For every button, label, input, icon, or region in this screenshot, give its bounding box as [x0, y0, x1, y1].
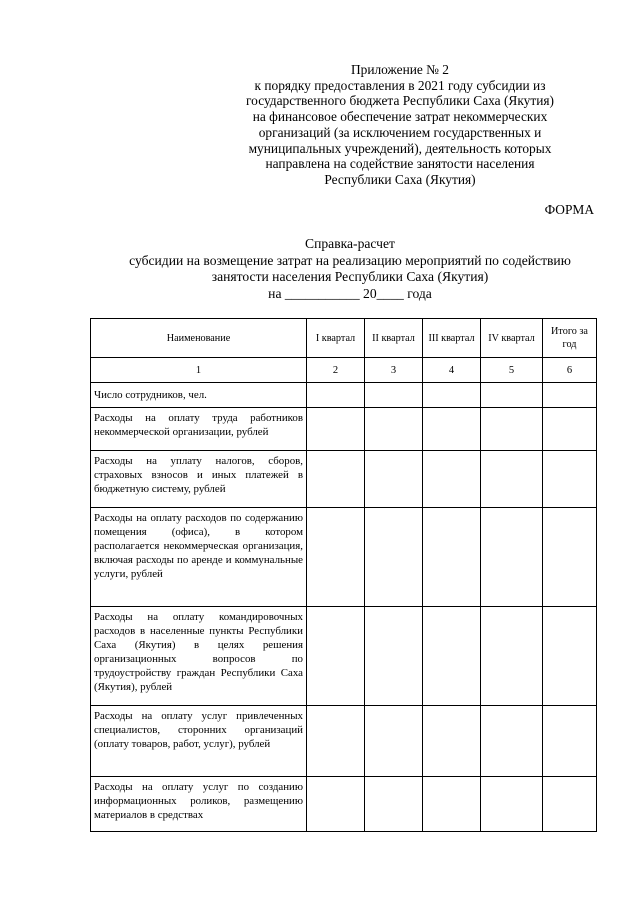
appendix-line: Республики Саха (Якутия) — [324, 171, 476, 187]
cell-total[interactable] — [543, 607, 597, 706]
cell-total[interactable] — [543, 508, 597, 607]
appendix-line: муниципальных учреждений), деятельность которых — [248, 140, 552, 156]
form-label: ФОРМА — [544, 202, 594, 217]
cell-total[interactable] — [543, 706, 597, 777]
appendix-line: направлена на содействие занятости населения — [265, 156, 535, 172]
table-row — [91, 607, 597, 706]
cell-q3[interactable] — [423, 383, 481, 408]
cell-q2[interactable] — [365, 408, 423, 451]
cell-q1[interactable] — [307, 508, 365, 607]
cell-total[interactable] — [543, 451, 597, 508]
column-number: 1 — [91, 358, 307, 383]
cell-q1[interactable] — [307, 451, 365, 508]
row-label: Число сотрудников, чел. — [91, 383, 307, 408]
table-row — [91, 706, 597, 777]
cell-total[interactable] — [543, 408, 597, 451]
header-q1: I квартал — [307, 319, 365, 358]
document-title — [60, 236, 640, 302]
row-label: Расходы на уплату налогов, сборов, страховых взносов и иных платежей в бюджетную систему, рублей — [91, 451, 307, 508]
calculation-table-container — [90, 318, 597, 832]
cell-q3[interactable] — [423, 451, 481, 508]
row-label: Расходы на оплату услуг по созданию информационных роликов, размещению материалов в средствах — [91, 777, 307, 832]
row-label: Расходы на оплату услуг привлеченных специалистов, сторонних организаций (оплату товаров, работ, услуг), рублей — [91, 706, 307, 777]
column-number: 4 — [423, 358, 481, 383]
cell-q1[interactable] — [307, 607, 365, 706]
appendix-line: организаций (за исключением государственных и — [258, 124, 542, 140]
header-total: Итого за год — [543, 319, 597, 358]
header-name: Наименование — [91, 319, 307, 358]
cell-q4[interactable] — [481, 383, 543, 408]
cell-q4[interactable] — [481, 607, 543, 706]
cell-q4[interactable] — [481, 408, 543, 451]
title-heading: Справка-расчет — [305, 236, 395, 251]
table-row — [91, 508, 597, 607]
column-number: 6 — [543, 358, 597, 383]
calculation-table — [90, 318, 597, 832]
column-number: 3 — [365, 358, 423, 383]
title-date-line: на ___________ 20____ года — [268, 285, 432, 301]
cell-q3[interactable] — [423, 607, 481, 706]
cell-q3[interactable] — [423, 408, 481, 451]
cell-q2[interactable] — [365, 508, 423, 607]
row-label: Расходы на оплату расходов по содержанию помещения (офиса), в котором располагается некоммерческая организация, включая расходы по аренде и коммунальные услуги, рублей — [91, 508, 307, 607]
cell-q2[interactable] — [365, 383, 423, 408]
table-row — [91, 451, 597, 508]
title-line: субсидии на возмещение затрат на реализацию мероприятий по содействию — [129, 252, 571, 268]
cell-q3[interactable] — [423, 508, 481, 607]
cell-q2[interactable] — [365, 607, 423, 706]
table-header-row — [91, 319, 597, 358]
appendix-header — [200, 62, 600, 188]
cell-q4[interactable] — [481, 706, 543, 777]
cell-q4[interactable] — [481, 777, 543, 832]
cell-total[interactable] — [543, 777, 597, 832]
header-q3: III квартал — [423, 319, 481, 358]
column-number: 2 — [307, 358, 365, 383]
table-row — [91, 408, 597, 451]
table-row — [91, 383, 597, 408]
appendix-line: государственного бюджета Республики Саха (Якутия) — [246, 93, 554, 109]
cell-q1[interactable] — [307, 408, 365, 451]
table-row — [91, 777, 597, 832]
cell-q1[interactable] — [307, 383, 365, 408]
row-label: Расходы на оплату труда работников некоммерческой организации, рублей — [91, 408, 307, 451]
column-number: 5 — [481, 358, 543, 383]
header-q2: II квартал — [365, 319, 423, 358]
title-line: занятости населения Республики Саха (Якутия) — [211, 269, 489, 284]
cell-q1[interactable] — [307, 706, 365, 777]
appendix-line: к порядку предоставления в 2021 году субсидии из — [254, 77, 546, 93]
appendix-line: Приложение № 2 — [350, 62, 450, 77]
cell-total[interactable] — [543, 383, 597, 408]
cell-q4[interactable] — [481, 451, 543, 508]
appendix-line: на финансовое обеспечение затрат некоммерческих — [252, 109, 548, 125]
header-q4: IV квартал — [481, 319, 543, 358]
cell-q1[interactable] — [307, 777, 365, 832]
cell-q2[interactable] — [365, 706, 423, 777]
cell-q3[interactable] — [423, 706, 481, 777]
column-number-row — [91, 358, 597, 383]
cell-q2[interactable] — [365, 777, 423, 832]
cell-q3[interactable] — [423, 777, 481, 832]
row-label: Расходы на оплату командировочных расходов в населенные пункты Республики Саха (Якутия) в целях решения организационных вопросов по трудоустройству граждан Республики Саха (Якутия), рублей — [91, 607, 307, 706]
cell-q4[interactable] — [481, 508, 543, 607]
cell-q2[interactable] — [365, 451, 423, 508]
